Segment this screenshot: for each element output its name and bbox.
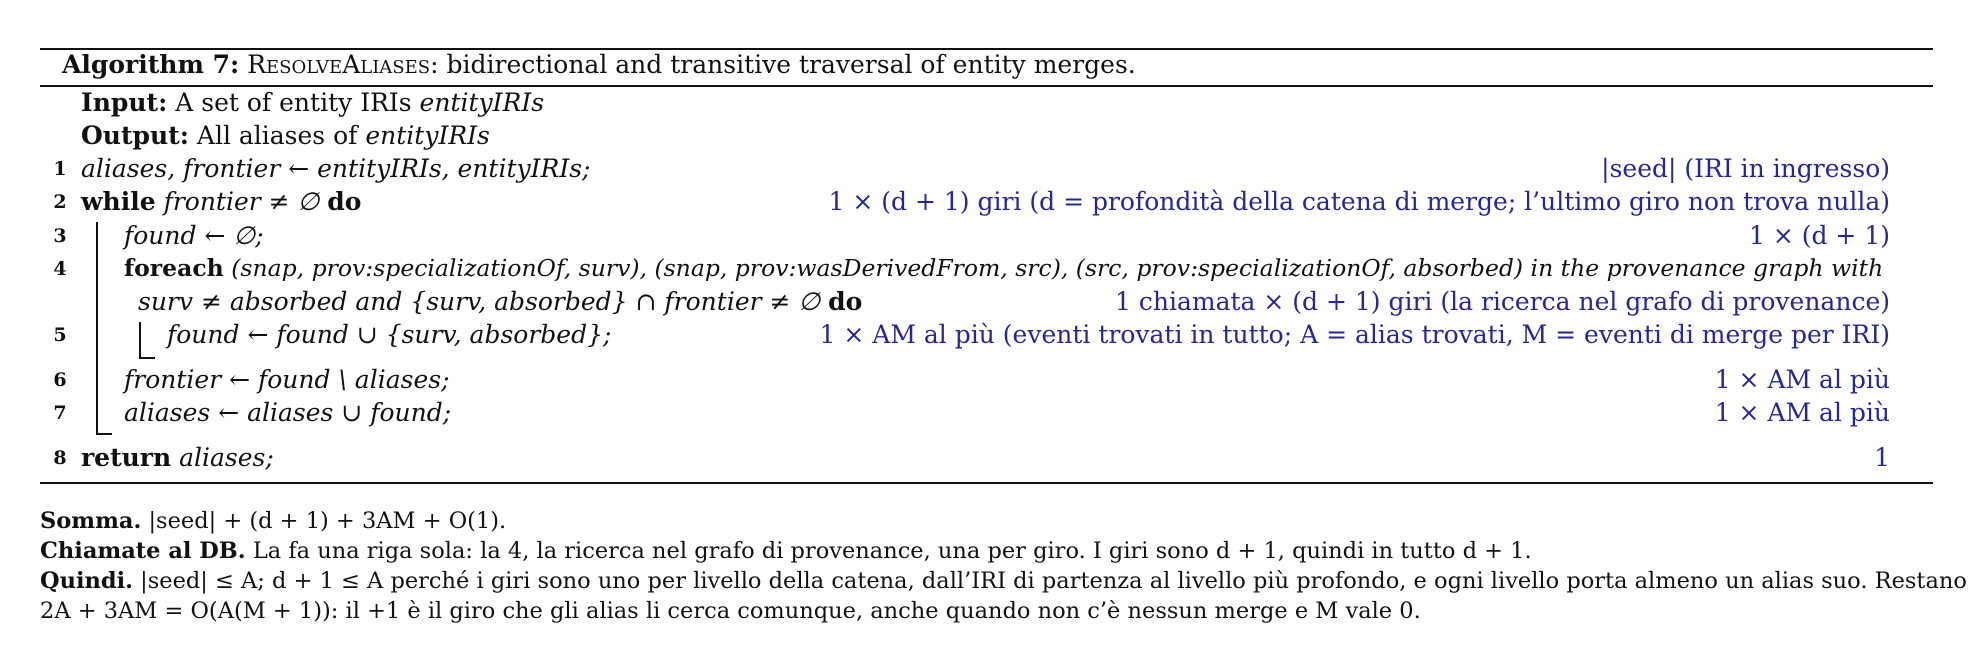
line-comment: 1 xyxy=(1874,443,1890,472)
line-code: aliases ← aliases ∪ found; xyxy=(124,398,452,427)
caption-rule xyxy=(40,85,1933,87)
output-label: Output: xyxy=(81,121,189,150)
while-block-end xyxy=(96,433,112,435)
input-label: Input: xyxy=(81,88,168,117)
output-var: entityIRIs xyxy=(365,121,490,150)
foreach-block-end xyxy=(139,357,155,359)
input-var: entityIRIs xyxy=(419,88,545,117)
algorithm-name: ResolveAliases xyxy=(247,50,431,79)
input-row xyxy=(0,88,1969,122)
line-number: 7 xyxy=(53,402,67,424)
output-text: All aliases of xyxy=(196,121,366,150)
line-code: (snap, prov:specializationOf, surv), (snap, prov:wasDerivedFrom, src), (src, prov:specializationOf, absorbed) in the provenance graph with xyxy=(231,254,1884,282)
note-text-continued: 2A + 3AM = O(A(M + 1)): il +1 è il giro che gli alias li cerca comunque, anche quando non c’è nessun merge e M vale 0. xyxy=(40,598,1421,624)
return-keyword: return xyxy=(81,443,172,472)
note-quindi-continued xyxy=(40,596,1940,626)
note-quindi xyxy=(40,566,1967,596)
line-code: aliases; xyxy=(179,443,274,472)
line-number: 3 xyxy=(53,225,67,247)
line-comment: 1 × AM al più xyxy=(1714,365,1890,394)
line-comment: 1 chiamata × (d + 1) giri (la ricerca nel grafo di provenance) xyxy=(1115,287,1890,316)
note-label: Quindi. xyxy=(40,568,133,594)
algo-line-8 xyxy=(0,443,1969,477)
algo-line-6 xyxy=(0,365,1969,399)
line-code: found ← ∅; xyxy=(124,221,264,250)
algo-line-1 xyxy=(0,154,1969,188)
while-block-line xyxy=(96,222,98,434)
line-comment: 1 × (d + 1) xyxy=(1748,221,1890,250)
line-code: frontier ≠ ∅ xyxy=(163,187,320,216)
algo-line-4-continued xyxy=(0,287,1969,321)
line-comment: 1 × AM al più (eventi trovati in tutto; A = alias trovati, M = eventi di merge per IRI) xyxy=(819,320,1890,349)
note-label: Somma. xyxy=(40,508,142,534)
while-keyword: while xyxy=(81,187,156,216)
note-chiamate xyxy=(40,536,1940,566)
input-text: A set of entity IRIs xyxy=(175,88,420,117)
line-number: 6 xyxy=(53,369,67,391)
note-text: La fa una riga sola: la 4, la ricerca nel grafo di provenance, una per giro. I giri sono d + 1, quindi in tutto d + 1. xyxy=(252,538,1532,564)
foreach-block-line xyxy=(139,322,141,358)
line-comment: 1 × AM al più xyxy=(1714,398,1890,427)
algo-line-5 xyxy=(0,320,1969,354)
line-code-continued: surv ≠ absorbed and {surv, absorbed} ∩ frontier ≠ ∅ xyxy=(138,287,821,316)
line-code: aliases, frontier ← entityIRIs, entityIRIs; xyxy=(81,154,591,183)
algo-line-4 xyxy=(0,254,1969,288)
line-code: frontier ← found \ aliases; xyxy=(124,365,450,394)
note-text: |seed| + (d + 1) + 3AM + O(1). xyxy=(148,508,507,534)
note-somma xyxy=(40,506,1940,536)
line-number: 4 xyxy=(53,258,67,280)
bottom-rule xyxy=(40,482,1933,484)
line-comment: 1 × (d + 1) giri (d = profondità della catena di merge; l’ultimo giro non trova nulla) xyxy=(828,187,1890,216)
line-code: found ← found ∪ {surv, absorbed}; xyxy=(167,320,612,349)
do-keyword: do xyxy=(327,187,362,216)
note-label: Chiamate al DB. xyxy=(40,538,246,564)
line-number: 8 xyxy=(53,447,67,469)
line-number: 5 xyxy=(53,324,67,346)
algo-line-7 xyxy=(0,398,1969,432)
algorithm-caption xyxy=(62,50,1136,79)
notes-section xyxy=(40,506,1967,626)
algo-line-3 xyxy=(0,221,1969,255)
algo-line-2 xyxy=(0,187,1969,221)
line-number: 2 xyxy=(53,191,67,213)
note-text: |seed| ≤ A; d + 1 ≤ A perché i giri sono uno per livello della catena, dall’IRI di partenza al livello più profondo, e ogni livello porta almeno un alias suo. Restano xyxy=(140,568,1967,594)
caption-label: Algorithm 7: xyxy=(62,50,240,79)
do-keyword: do xyxy=(828,287,863,316)
line-comment: |seed| (IRI in ingresso) xyxy=(1601,154,1890,183)
line-number: 1 xyxy=(53,158,67,180)
foreach-keyword: foreach xyxy=(124,254,224,282)
output-row xyxy=(0,121,1969,155)
caption-text: : bidirectional and transitive traversal of entity merges. xyxy=(430,50,1136,79)
